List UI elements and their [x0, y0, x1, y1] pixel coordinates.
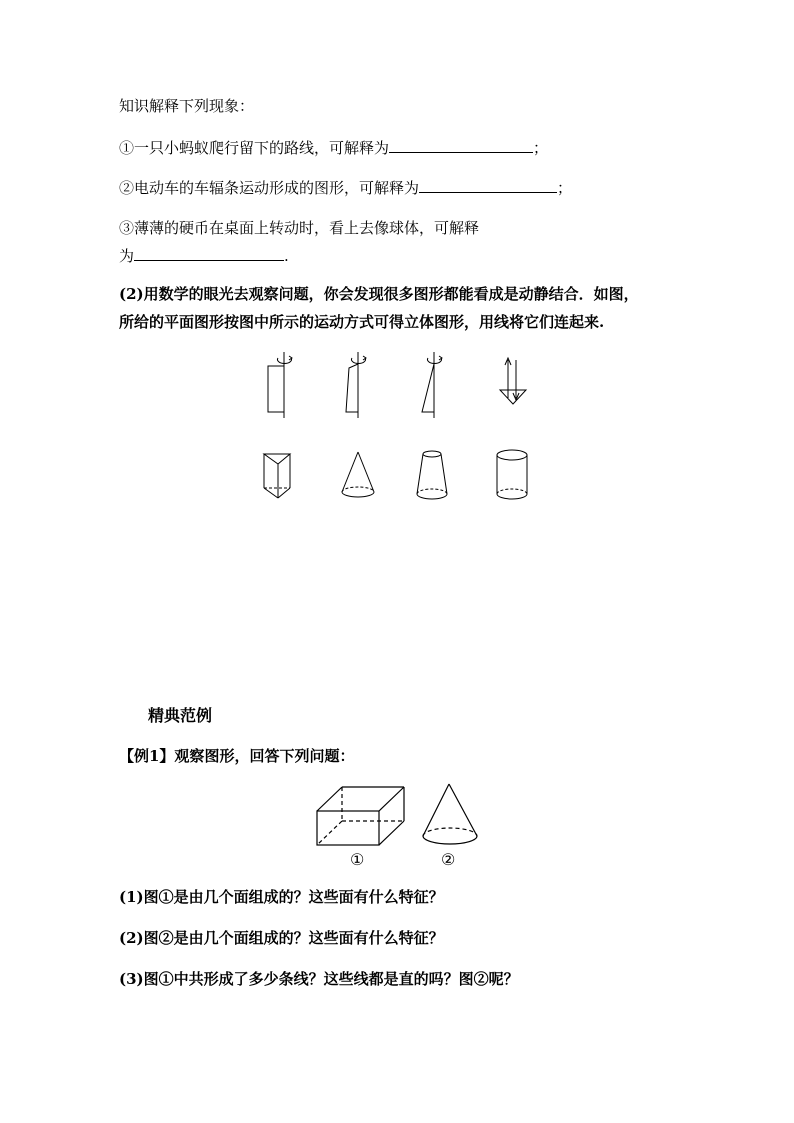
figure-label-1: ① — [350, 850, 365, 869]
question-3-line1: ③薄薄的硬币在桌面上转动时，看上去像球体，可解释 — [119, 219, 480, 237]
question-1-text: ①一只小蚂蚁爬行留下的路线，可解释为 — [119, 139, 390, 157]
intro-text: 知识解释下列现象： — [119, 97, 255, 115]
figure-label-2: ② — [441, 850, 456, 869]
paragraph-2-line2: 所给的平面图形按图中所示的运动方式可得立体图形，用线将它们连起来. — [119, 313, 605, 331]
example-question-2: (2)图②是由几个面组成的？这些面有什么特征？ — [119, 929, 444, 947]
question-3-prefix: 为 — [119, 247, 135, 265]
paragraph-2-line1: (2)用数学的眼光去观察问题，你会发现很多图形都能看成是动静结合．如图， — [119, 285, 639, 303]
question-2-text: ②电动车的车辐条运动形成的图形，可解释为 — [119, 179, 420, 197]
question-1-end: ； — [533, 139, 549, 157]
example-1-title: 【例1】观察图形，回答下列问题： — [119, 747, 355, 765]
examples-heading: 精典范例 — [148, 706, 213, 725]
question-2-end: ； — [557, 179, 573, 197]
cuboid-figure — [317, 787, 404, 845]
question-3-end: . — [284, 247, 289, 265]
example-question-3: (3)图①中共形成了多少条线？这些线都是直的吗？图②呢？ — [119, 970, 519, 988]
example-question-1: (1)图①是由几个面组成的？这些面有什么特征？ — [119, 888, 444, 906]
cone-figure — [423, 784, 477, 844]
